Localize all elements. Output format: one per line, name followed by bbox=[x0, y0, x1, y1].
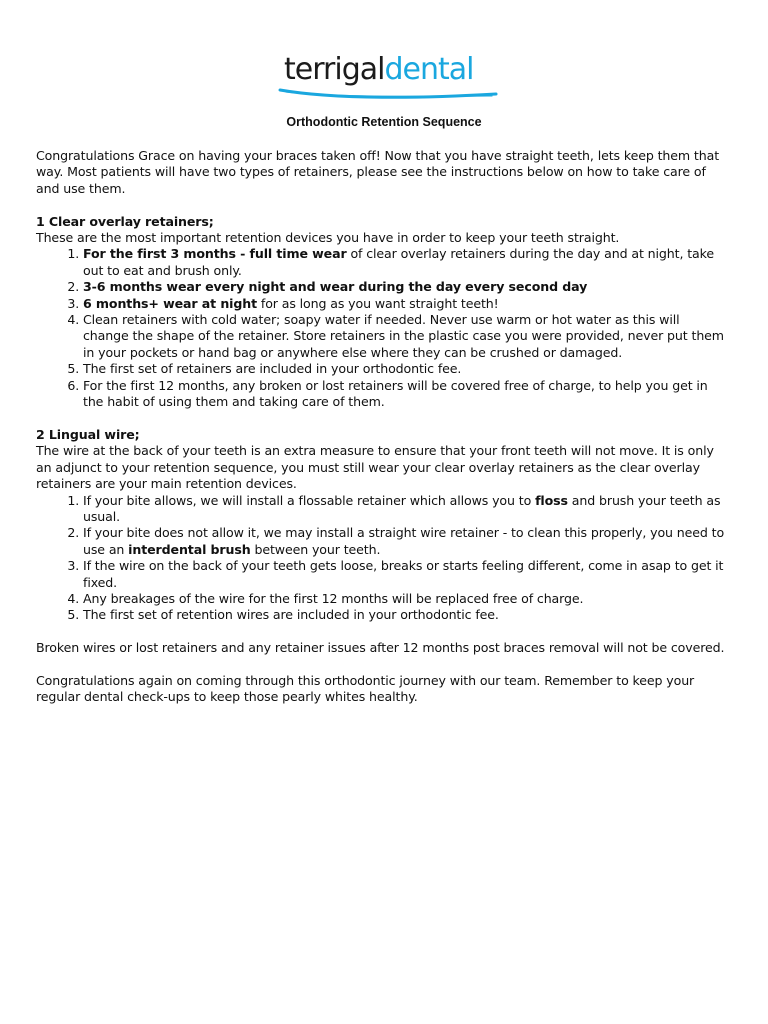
closing-paragraph: Congratulations again on coming through this orthodontic journey with our team. Remember to keep your regular dental check-ups to keep those pearly whites healthy. bbox=[36, 672, 695, 705]
list-item-text: and brush your teeth as usual. bbox=[83, 492, 721, 524]
list-item bbox=[83, 246, 728, 279]
intro-paragraph: Congratulations Grace on having your braces taken off! Now that you have straight teeth, lets keep them that way. Most patients will have two types of retainers, please see the instructions below on how to take care of and use them. bbox=[36, 148, 720, 196]
logo-swoosh-icon bbox=[278, 80, 500, 102]
list-item-text: If your bite allows, we will install a flossable retainer which allows you to bbox=[83, 492, 536, 508]
section-1-lead: These are the most important retention devices you have in order to keep your teeth straight. bbox=[36, 230, 620, 246]
list-item-text: between your teeth. bbox=[250, 541, 381, 557]
list-item bbox=[83, 525, 728, 558]
terrigal-dental-logo bbox=[278, 52, 500, 102]
list-item bbox=[83, 296, 728, 312]
list-item: 4. Any breakages of the wire for the first 12 months will be replaced free of charge. bbox=[83, 591, 728, 607]
list-item-bold: floss bbox=[535, 492, 568, 508]
list-item-bold: For the first 3 months - full time wear bbox=[83, 246, 347, 262]
list-item-text: for as long as you want straight teeth! bbox=[257, 295, 499, 311]
list-item bbox=[83, 493, 728, 526]
list-item: 5. The first set of retainers are included in your orthodontic fee. bbox=[83, 361, 728, 377]
document-body bbox=[36, 148, 728, 706]
list-item bbox=[83, 279, 728, 295]
document-title: Orthodontic Retention Sequence bbox=[286, 115, 482, 129]
section-2-lead: The wire at the back of your teeth is an extra measure to ensure that your front teeth will not move. It is only an adjunct to your retention sequence, you must still wear your clear overlay retainers as the clear overlay retainers are your main retention devices. bbox=[36, 443, 714, 492]
section-1-list bbox=[36, 246, 728, 410]
list-item-bold: 6 months+ wear at night bbox=[83, 295, 258, 311]
list-item: 4. Clean retainers with cold water; soapy water if needed. Never use warm or hot water as this will change the shape of the retainer. Store retainers in the plastic case you were provided, never put them in your pockets or hand bag or anywhere else where they can be crushed or damaged. bbox=[83, 312, 728, 361]
list-item-bold: 3-6 months wear every night and wear during the day every second day bbox=[83, 279, 588, 295]
logo-word-dental: dental bbox=[384, 52, 474, 87]
section-1-heading: 1 Clear overlay retainers; bbox=[36, 213, 214, 229]
list-item-text: If your bite does not allow it, we may install a straight wire retainer - to clean this properly, you need to use an bbox=[83, 525, 725, 557]
section-2-list bbox=[36, 493, 728, 624]
list-item-bold: interdental brush bbox=[128, 541, 251, 557]
list-item: 3. If the wire on the back of your teeth gets loose, breaks or starts feeling different, come in asap to get it fixed. bbox=[83, 558, 728, 591]
list-item: 6. For the first 12 months, any broken or lost retainers will be covered free of charge, to help you get in the habit of using them and taking care of them. bbox=[83, 378, 728, 411]
section-2-heading: 2 Lingual wire; bbox=[36, 426, 140, 442]
list-item: 5. The first set of retention wires are included in your orthodontic fee. bbox=[83, 607, 728, 623]
list-item-text: of clear overlay retainers during the day and at night, take out to eat and brush only. bbox=[83, 246, 714, 278]
coverage-note: Broken wires or lost retainers and any retainer issues after 12 months post braces removal will not be covered. bbox=[36, 640, 725, 656]
logo-word-terrigal: terrigal bbox=[284, 52, 385, 87]
